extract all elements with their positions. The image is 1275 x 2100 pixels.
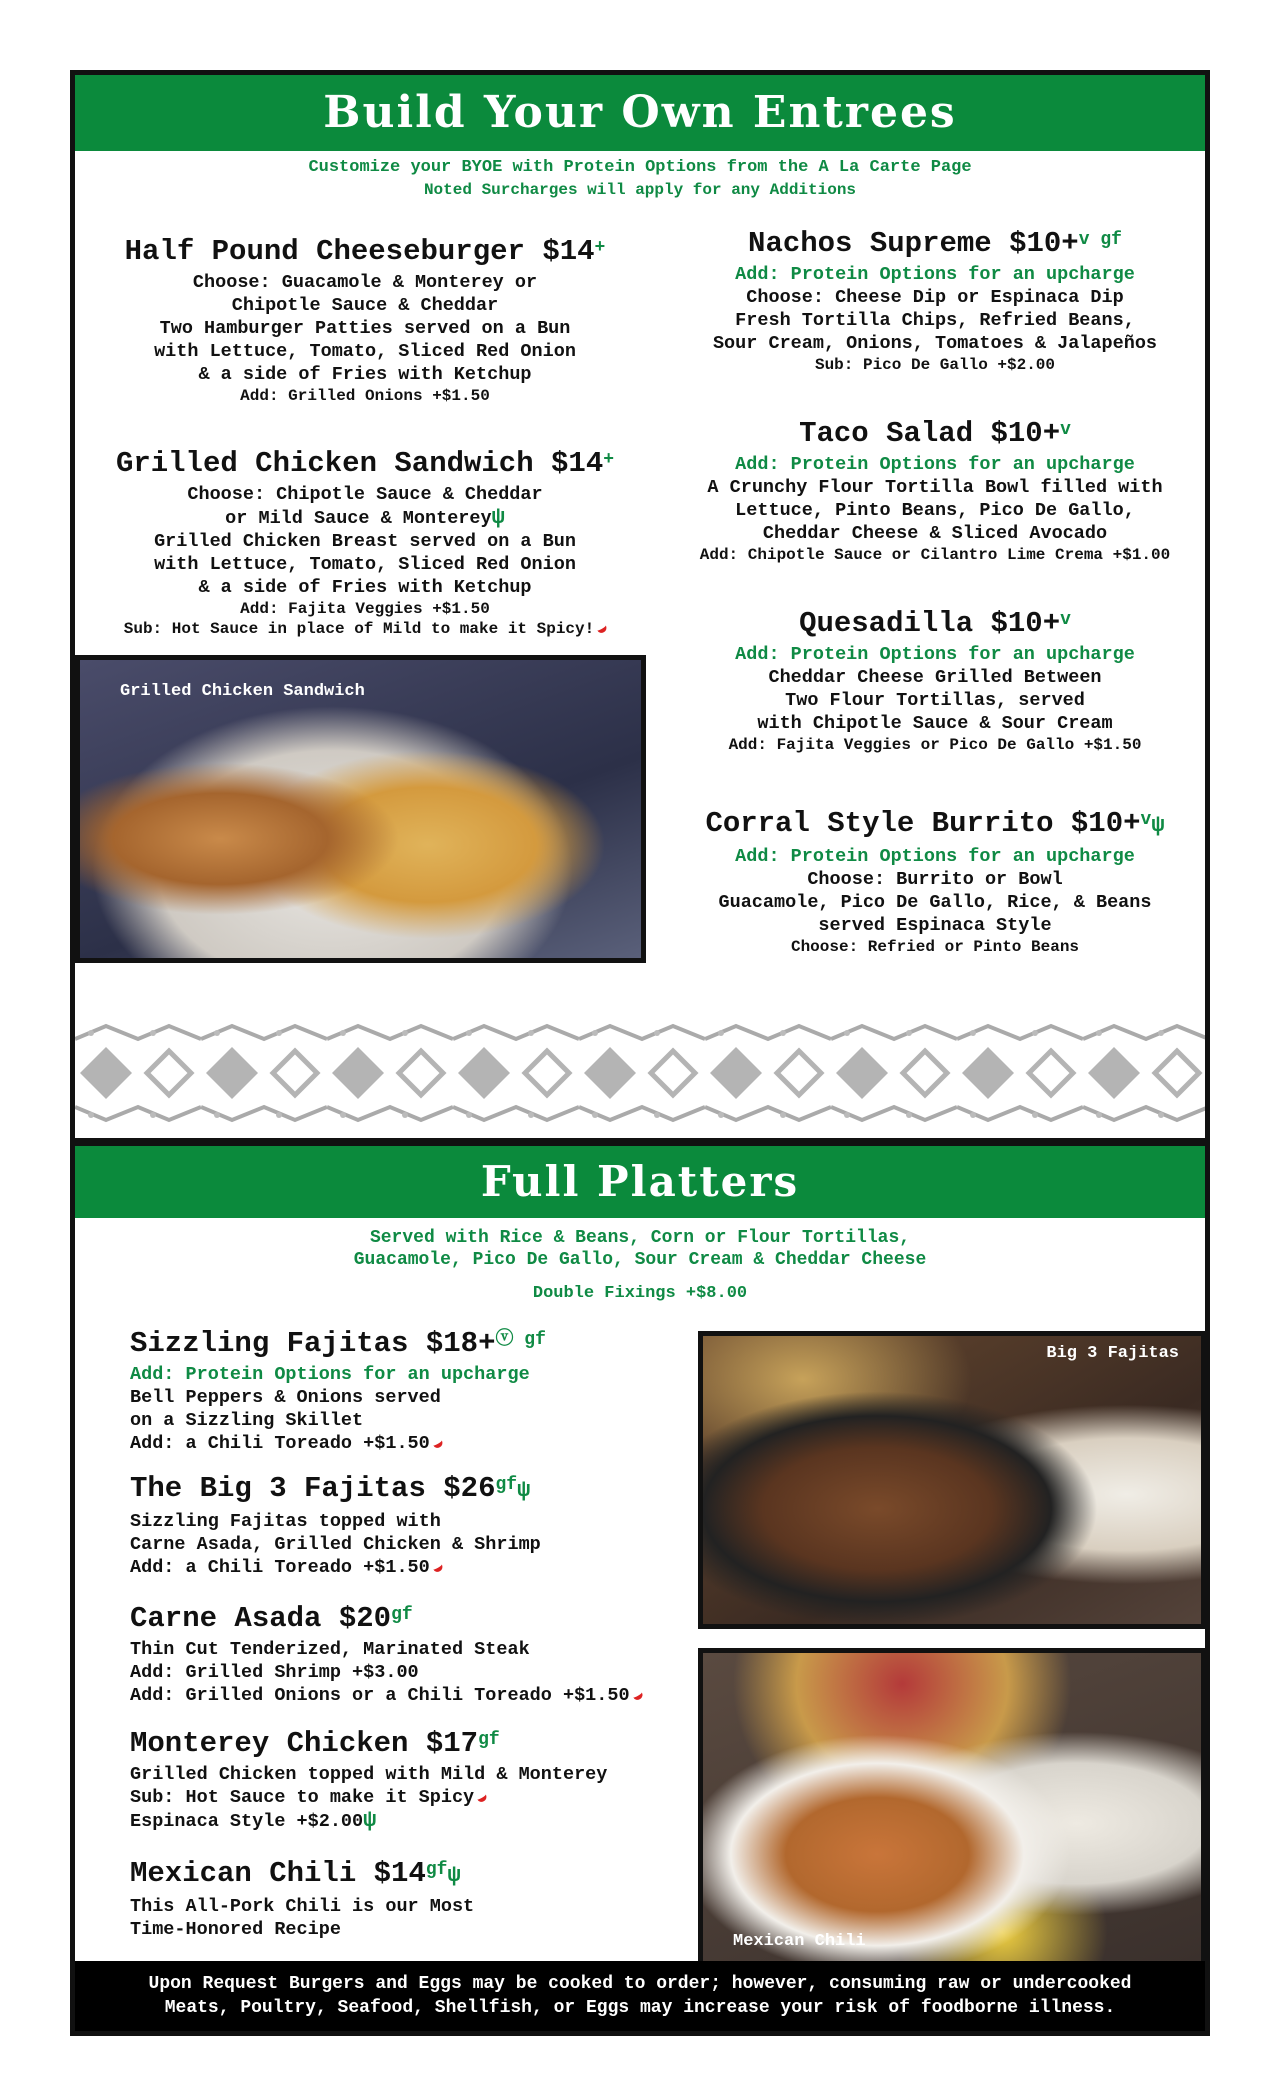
platter-carne-asada: [130, 1600, 642, 1707]
item-price: $10+: [990, 607, 1061, 640]
diet-tags: v gf: [1078, 230, 1122, 250]
disclaimer-line: Meats, Poultry, Seafood, Shellfish, or Eggs may increase your risk of foodborne illness.: [164, 1998, 1116, 2018]
menu-item-taco-salad: [655, 415, 1215, 565]
platter-monterey-chicken: [130, 1725, 607, 1833]
item-line: Guacamole, Pico De Gallo, Rice, & Beans: [718, 892, 1152, 913]
item-line: Choose: Guacamole & Monterey or: [192, 272, 538, 293]
item-name: Carne Asada: [130, 1602, 322, 1635]
item-line: with Lettuce, Tomato, Sliced Red Onion: [154, 554, 576, 575]
item-addon: Add: Fajita Veggies or Pico De Gallo +$1.50: [728, 736, 1142, 754]
chili-icon: [429, 1434, 444, 1449]
cactus-icon: ψ: [517, 1478, 531, 1503]
item-price: $20: [338, 1602, 392, 1635]
item-line: Chipotle Sauce & Cheddar: [231, 295, 499, 316]
item-name: Half Pound Cheeseburger: [124, 235, 525, 268]
item-line: Choose: Burrito or Bowl: [807, 869, 1063, 890]
item-price: $14: [551, 447, 604, 480]
diet-tags: gf: [495, 1475, 518, 1495]
protein-note: Add: Protein Options for an upcharge: [735, 264, 1135, 285]
item-line: Add: Grilled Shrimp +$3.00: [130, 1662, 419, 1683]
menu-item-burrito: [655, 805, 1215, 957]
diet-tags: gf: [391, 1605, 413, 1625]
item-price: $18+: [425, 1327, 496, 1360]
item-price: $14: [542, 235, 595, 268]
byoe-subtitle-1: Customize your BYOE with Protein Options from the A La Carte Page: [308, 158, 972, 177]
item-addon: Choose: Refried or Pinto Beans: [790, 938, 1080, 956]
item-addon: Sub: Hot Sauce in place of Mild to make it Spicy!: [123, 620, 595, 638]
item-line: Carne Asada, Grilled Chicken & Shrimp: [130, 1534, 541, 1555]
diet-tags: v: [1060, 610, 1071, 630]
item-name: The Big 3 Fajitas: [130, 1472, 426, 1505]
item-line: with Lettuce, Tomato, Sliced Red Onion: [154, 341, 576, 362]
item-price: $26: [443, 1472, 496, 1505]
item-name: Mexican Chili: [130, 1857, 357, 1890]
platter-sizzling-fajitas: [130, 1325, 546, 1455]
decorative-diamond-pattern: [75, 1021, 1205, 1125]
item-line: Choose: Chipotle Sauce & Cheddar: [187, 484, 543, 505]
item-price: $14: [373, 1857, 426, 1890]
item-name: Grilled Chicken Sandwich: [115, 447, 534, 480]
menu-item-chicken-sandwich: [75, 445, 655, 639]
diet-tags: v: [1060, 420, 1071, 440]
item-line: Espinaca Style +$2.00: [130, 1811, 364, 1832]
item-line: with Chipotle Sauce & Sour Cream: [757, 713, 1113, 734]
item-line: Add: a Chili Toreado +$1.50: [130, 1433, 430, 1454]
item-name: Nachos Supreme: [748, 227, 992, 260]
byoe-subtitle-2: Noted Surcharges will apply for any Additions: [423, 181, 857, 199]
item-line: & a side of Fries with Ketchup: [198, 577, 532, 598]
item-price: $17: [425, 1727, 479, 1760]
item-name: Monterey Chicken: [130, 1727, 409, 1760]
plus-mark: +: [594, 238, 606, 258]
item-name: Sizzling Fajitas: [130, 1327, 409, 1360]
item-price: $10+: [1009, 227, 1079, 260]
diet-tags: gf: [478, 1730, 500, 1750]
item-line: Time-Honored Recipe: [130, 1919, 341, 1940]
item-line: & a side of Fries with Ketchup: [198, 364, 532, 385]
item-line: served Espinaca Style: [818, 915, 1052, 936]
item-line: Sour Cream, Onions, Tomatoes & Jalapeños: [712, 333, 1158, 354]
item-line: Cheddar Cheese & Sliced Avocado: [762, 523, 1108, 544]
protein-note: Add: Protein Options for an upcharge: [735, 644, 1135, 665]
item-line: Fresh Tortilla Chips, Refried Beans,: [735, 310, 1135, 331]
platter-big-3-fajitas: [130, 1470, 541, 1579]
item-addon: Sub: Pico De Gallo +$2.00: [814, 356, 1056, 374]
item-price: $10+: [1070, 807, 1141, 840]
item-line: Add: a Chili Toreado +$1.50: [130, 1557, 430, 1578]
protein-note: Add: Protein Options for an upcharge: [735, 846, 1135, 867]
item-line: Bell Peppers & Onions served: [130, 1387, 441, 1408]
item-line: Choose: Cheese Dip or Espinaca Dip: [746, 287, 1124, 308]
photo-caption: Big 3 Fajitas: [1046, 1344, 1179, 1363]
cactus-icon: ψ: [447, 1863, 461, 1888]
item-line: Lettuce, Pinto Beans, Pico De Gallo,: [735, 500, 1135, 521]
byoe-title: Build Your Own Entrees: [75, 75, 1205, 151]
chili-icon: [474, 1788, 489, 1803]
chili-icon: [629, 1686, 644, 1701]
item-line: Two Flour Tortillas, served: [785, 690, 1085, 711]
photo-caption: Grilled Chicken Sandwich: [120, 682, 365, 701]
item-addon: Add: Fajita Veggies +$1.50: [240, 600, 490, 618]
plus-mark: +: [603, 450, 615, 470]
menu-item-nachos: [655, 225, 1215, 375]
protein-note: Add: Protein Options for an upcharge: [735, 454, 1135, 475]
menu-item-quesadilla: [655, 605, 1215, 755]
photo-grilled-chicken-sandwich: [75, 655, 646, 963]
diet-tags: gf: [425, 1860, 448, 1880]
item-line: A Crunchy Flour Tortilla Bowl filled with: [707, 477, 1163, 498]
platters-subtitle-1: Served with Rice & Beans, Corn or Flour Tortillas,: [369, 1228, 911, 1248]
food-safety-disclaimer: [75, 1961, 1205, 2031]
item-line: This All-Pork Chili is our Most: [130, 1896, 475, 1917]
platters-title: Full Platters: [75, 1146, 1205, 1218]
photo-caption: Mexican Chili: [733, 1932, 866, 1951]
double-fixings: Double Fixings +$8.00: [532, 1284, 748, 1303]
item-addon: Add: Chipotle Sauce or Cilantro Lime Crema +$1.00: [699, 546, 1171, 564]
item-line: Cheddar Cheese Grilled Between: [768, 667, 1102, 688]
item-line: Sizzling Fajitas topped with: [130, 1511, 441, 1532]
photo-mexican-chili: [698, 1648, 1206, 1968]
item-line: or Mild Sauce & Monterey: [225, 508, 492, 529]
item-line: Grilled Chicken topped with Mild & Monterey: [130, 1764, 608, 1785]
item-line: Add: Grilled Onions or a Chili Toreado +$1.50: [130, 1685, 630, 1706]
item-name: Taco Salad: [799, 417, 974, 450]
item-line: on a Sizzling Skillet: [130, 1410, 364, 1431]
photo-big-3-fajitas: [698, 1331, 1206, 1629]
item-line: Grilled Chicken Breast served on a Bun: [154, 531, 576, 552]
item-price: $10+: [990, 417, 1061, 450]
item-addon: Add: Grilled Onions +$1.50: [240, 387, 490, 405]
item-line: Sub: Hot Sauce to make it Spicy: [130, 1787, 475, 1808]
protein-note: Add: Protein Options for an upcharge: [130, 1364, 530, 1385]
cactus-icon: ψ: [1151, 813, 1165, 838]
item-name: Quesadilla: [799, 607, 974, 640]
cactus-icon: ψ: [491, 505, 505, 530]
diet-tags: ⓥ gf: [495, 1330, 546, 1350]
platter-mexican-chili: [130, 1855, 474, 1941]
disclaimer-line: Upon Request Burgers and Eggs may be cooked to order; however, consuming raw or undercooked: [148, 1974, 1132, 1994]
item-name: Corral Style Burrito: [705, 807, 1054, 840]
diet-tags: v: [1140, 810, 1152, 830]
section-divider: [75, 1138, 1205, 1146]
menu-page: [70, 70, 1210, 2036]
item-line: Thin Cut Tenderized, Marinated Steak: [130, 1639, 530, 1660]
menu-item-cheeseburger: [75, 233, 655, 406]
chili-icon: [594, 619, 609, 634]
chili-icon: [429, 1558, 444, 1573]
cactus-icon: ψ: [363, 1808, 377, 1833]
item-line: Two Hamburger Patties served on a Bun: [159, 318, 571, 339]
platters-subtitle-2: Guacamole, Pico De Gallo, Sour Cream & Cheddar Cheese: [353, 1250, 927, 1270]
